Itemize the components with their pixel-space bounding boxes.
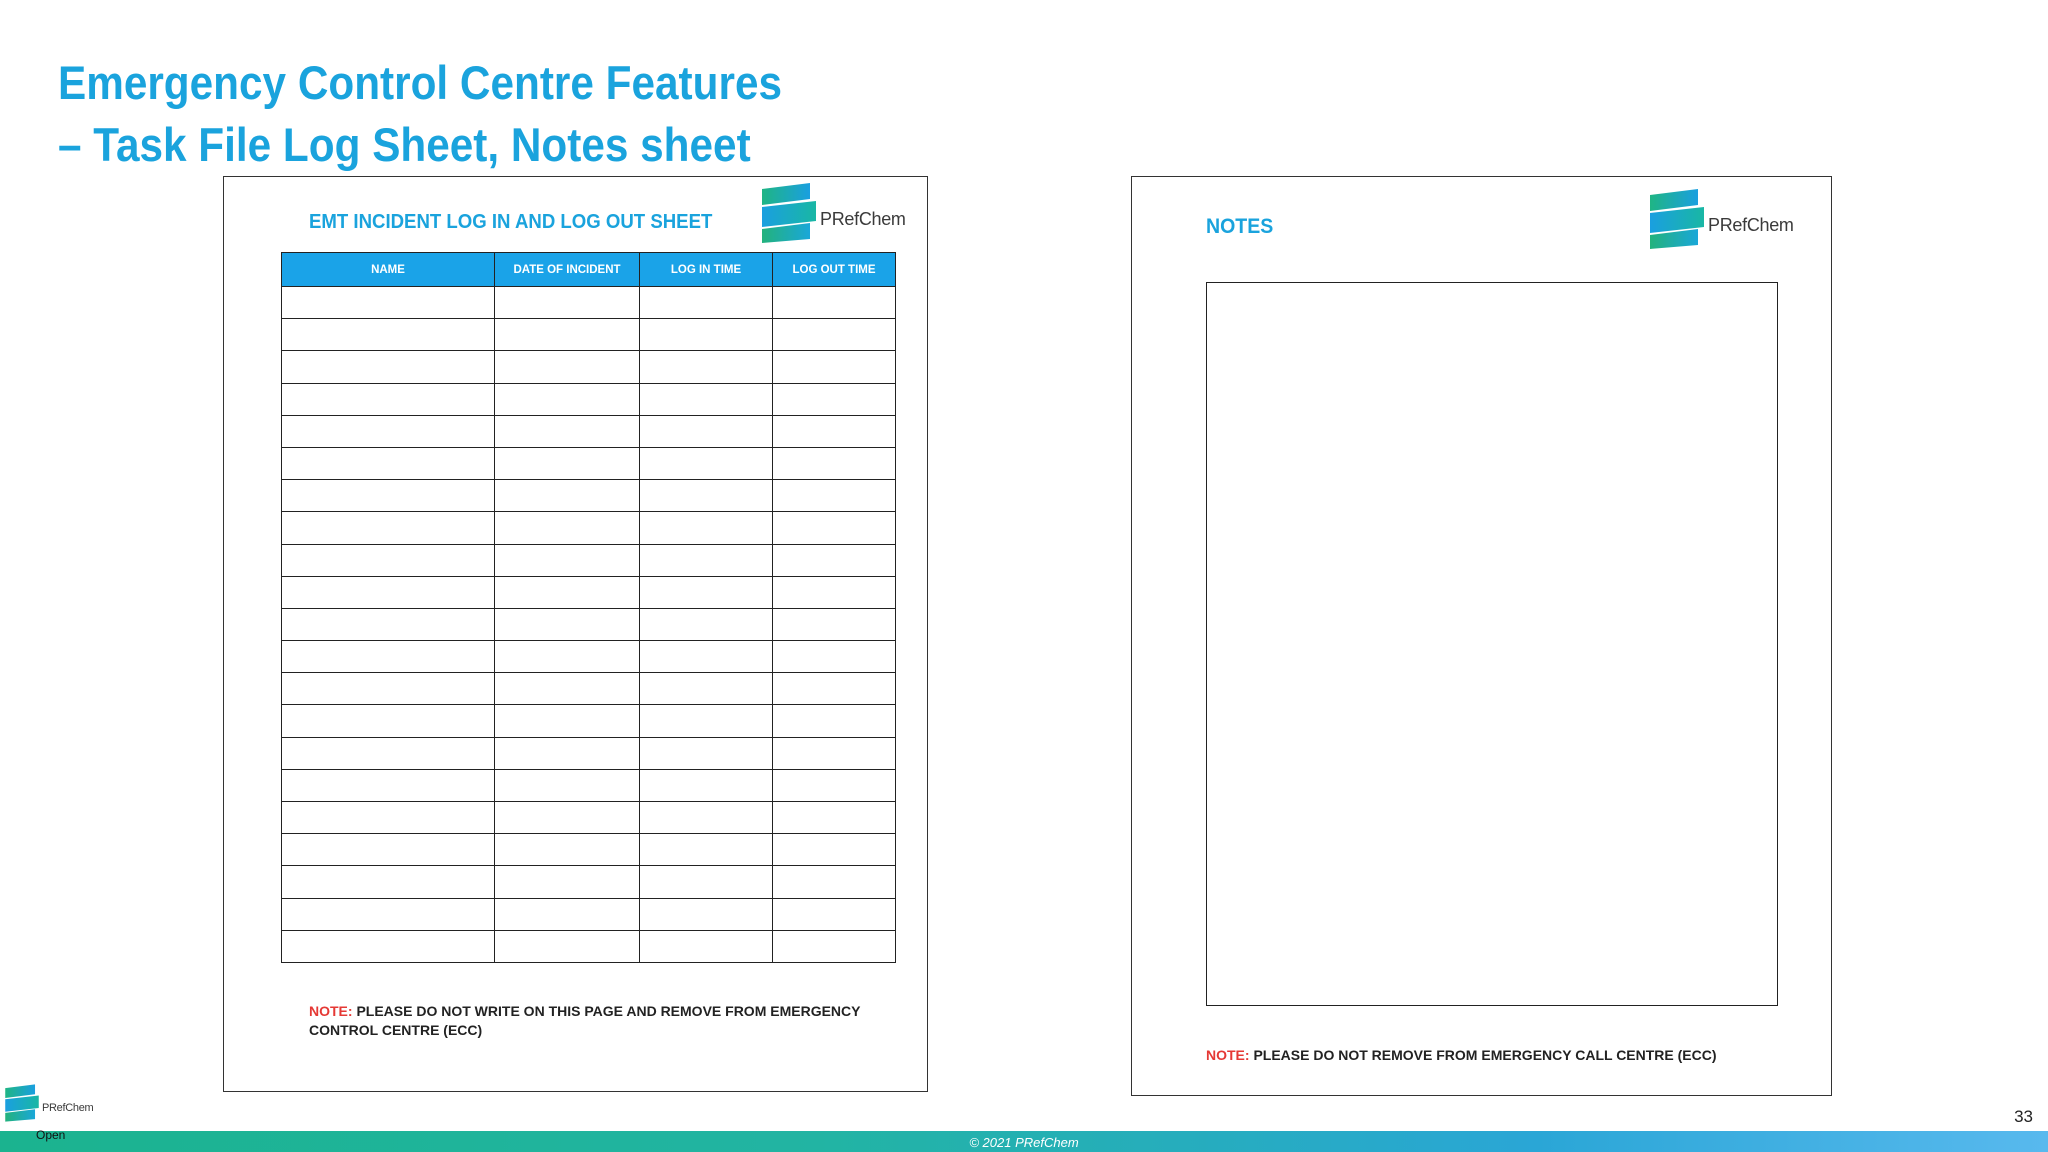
table-cell (773, 383, 896, 415)
prefchem-logo-icon (760, 181, 818, 245)
table-cell (282, 866, 495, 898)
footer-logo-wordmark: PRefChem (42, 1102, 94, 1114)
log-sheet-logo (760, 181, 906, 245)
column-header-log-out-time: LOG OUT TIME (773, 253, 896, 287)
table-row (282, 834, 896, 866)
table-cell (640, 769, 773, 801)
table-cell (640, 447, 773, 479)
note-text: PLEASE DO NOT REMOVE FROM EMERGENCY CALL CENTRE (ECC) (1249, 1047, 1717, 1063)
table-cell (282, 544, 495, 576)
table-cell (495, 576, 640, 608)
table-row (282, 287, 896, 319)
table-cell (495, 415, 640, 447)
table-cell (495, 287, 640, 319)
table-cell (495, 866, 640, 898)
table-cell (773, 512, 896, 544)
log-sheet-image (223, 176, 928, 1092)
classification-label: Open (36, 1128, 66, 1142)
table-cell (773, 351, 896, 383)
table-cell (640, 898, 773, 930)
log-sheet-heading: EMT INCIDENT LOG IN AND LOG OUT SHEET (309, 211, 713, 233)
table-cell (282, 576, 495, 608)
note-label: NOTE: (309, 1003, 353, 1019)
table-cell (773, 480, 896, 512)
table-cell (640, 866, 773, 898)
table-cell (495, 930, 640, 962)
table-cell (640, 480, 773, 512)
table-cell (495, 802, 640, 834)
slide-title (58, 52, 782, 176)
table-cell (773, 802, 896, 834)
table-row (282, 641, 896, 673)
table-cell (495, 608, 640, 640)
table-cell (640, 673, 773, 705)
log-table (281, 252, 896, 963)
table-row (282, 544, 896, 576)
table-cell (773, 608, 896, 640)
table-cell (640, 319, 773, 351)
table-cell (773, 415, 896, 447)
table-cell (640, 802, 773, 834)
table-cell (640, 383, 773, 415)
notes-sheet-note (1206, 1046, 1806, 1065)
table-cell (773, 737, 896, 769)
table-cell (282, 512, 495, 544)
table-cell (773, 319, 896, 351)
table-cell (495, 544, 640, 576)
table-row (282, 769, 896, 801)
column-header-date-of-incident: DATE OF INCIDENT (495, 253, 640, 287)
table-cell (495, 834, 640, 866)
table-cell (640, 608, 773, 640)
prefchem-logo-icon (4, 1083, 40, 1123)
table-cell (773, 576, 896, 608)
table-cell (495, 641, 640, 673)
table-cell (495, 673, 640, 705)
table-cell (640, 834, 773, 866)
table-cell (282, 834, 495, 866)
table-cell (282, 351, 495, 383)
table-cell (282, 705, 495, 737)
table-cell (495, 383, 640, 415)
table-cell (282, 608, 495, 640)
table-cell (282, 447, 495, 479)
table-cell (282, 802, 495, 834)
table-cell (495, 705, 640, 737)
table-cell (773, 898, 896, 930)
table-cell (495, 769, 640, 801)
table-cell (640, 737, 773, 769)
table-row (282, 673, 896, 705)
table-row (282, 480, 896, 512)
table-cell (282, 930, 495, 962)
log-sheet-note (309, 1002, 869, 1040)
table-row (282, 608, 896, 640)
table-row (282, 930, 896, 962)
prefchem-logo-icon (1648, 187, 1706, 251)
table-cell (282, 415, 495, 447)
table-cell (773, 834, 896, 866)
table-cell (282, 769, 495, 801)
table-cell (495, 319, 640, 351)
column-header-log-in-time: LOG IN TIME (640, 253, 773, 287)
table-row (282, 319, 896, 351)
table-row (282, 705, 896, 737)
table-row (282, 512, 896, 544)
page-number: 33 (2014, 1107, 2033, 1126)
table-cell (282, 287, 495, 319)
table-cell (495, 512, 640, 544)
table-cell (495, 737, 640, 769)
column-header-name: NAME (282, 253, 495, 287)
table-cell (495, 447, 640, 479)
table-row (282, 415, 896, 447)
table-cell (282, 319, 495, 351)
notes-sheet-image (1131, 176, 1832, 1096)
log-table-body (282, 287, 896, 963)
note-label: NOTE: (1206, 1047, 1250, 1063)
table-cell (495, 351, 640, 383)
table-row (282, 866, 896, 898)
table-cell (282, 641, 495, 673)
table-row (282, 898, 896, 930)
logo-wordmark: PRefChem (820, 208, 906, 229)
table-cell (495, 480, 640, 512)
table-row (282, 737, 896, 769)
log-table-header-row (282, 253, 896, 287)
table-row (282, 383, 896, 415)
table-cell (773, 866, 896, 898)
table-cell (773, 930, 896, 962)
table-cell (282, 383, 495, 415)
table-cell (640, 930, 773, 962)
table-cell (773, 287, 896, 319)
table-cell (640, 287, 773, 319)
table-cell (282, 898, 495, 930)
slide-title-line-2: – Task File Log Sheet, Notes sheet (58, 118, 751, 171)
table-row (282, 576, 896, 608)
table-row (282, 802, 896, 834)
footer-logo (4, 1083, 93, 1123)
table-cell (773, 544, 896, 576)
table-cell (640, 544, 773, 576)
notes-writing-box (1206, 282, 1778, 1006)
table-cell (640, 415, 773, 447)
table-cell (640, 705, 773, 737)
table-cell (495, 898, 640, 930)
table-cell (640, 512, 773, 544)
note-text: PLEASE DO NOT WRITE ON THIS PAGE AND REMOVE FROM EMERGENCY CONTROL CENTRE (ECC) (309, 1003, 861, 1038)
table-cell (640, 351, 773, 383)
table-cell (640, 576, 773, 608)
notes-sheet-logo (1648, 187, 1794, 251)
table-cell (773, 705, 896, 737)
table-cell (282, 480, 495, 512)
logo-wordmark: PRefChem (1708, 214, 1794, 235)
slide-title-line-1: Emergency Control Centre Features (58, 56, 783, 109)
notes-sheet-heading: NOTES (1206, 215, 1274, 238)
table-row (282, 447, 896, 479)
copyright-text: © 2021 PRefChem (969, 1135, 1079, 1150)
table-cell (773, 769, 896, 801)
table-cell (773, 447, 896, 479)
table-cell (773, 673, 896, 705)
table-cell (282, 673, 495, 705)
table-row (282, 351, 896, 383)
table-cell (282, 737, 495, 769)
table-cell (640, 641, 773, 673)
table-cell (773, 641, 896, 673)
